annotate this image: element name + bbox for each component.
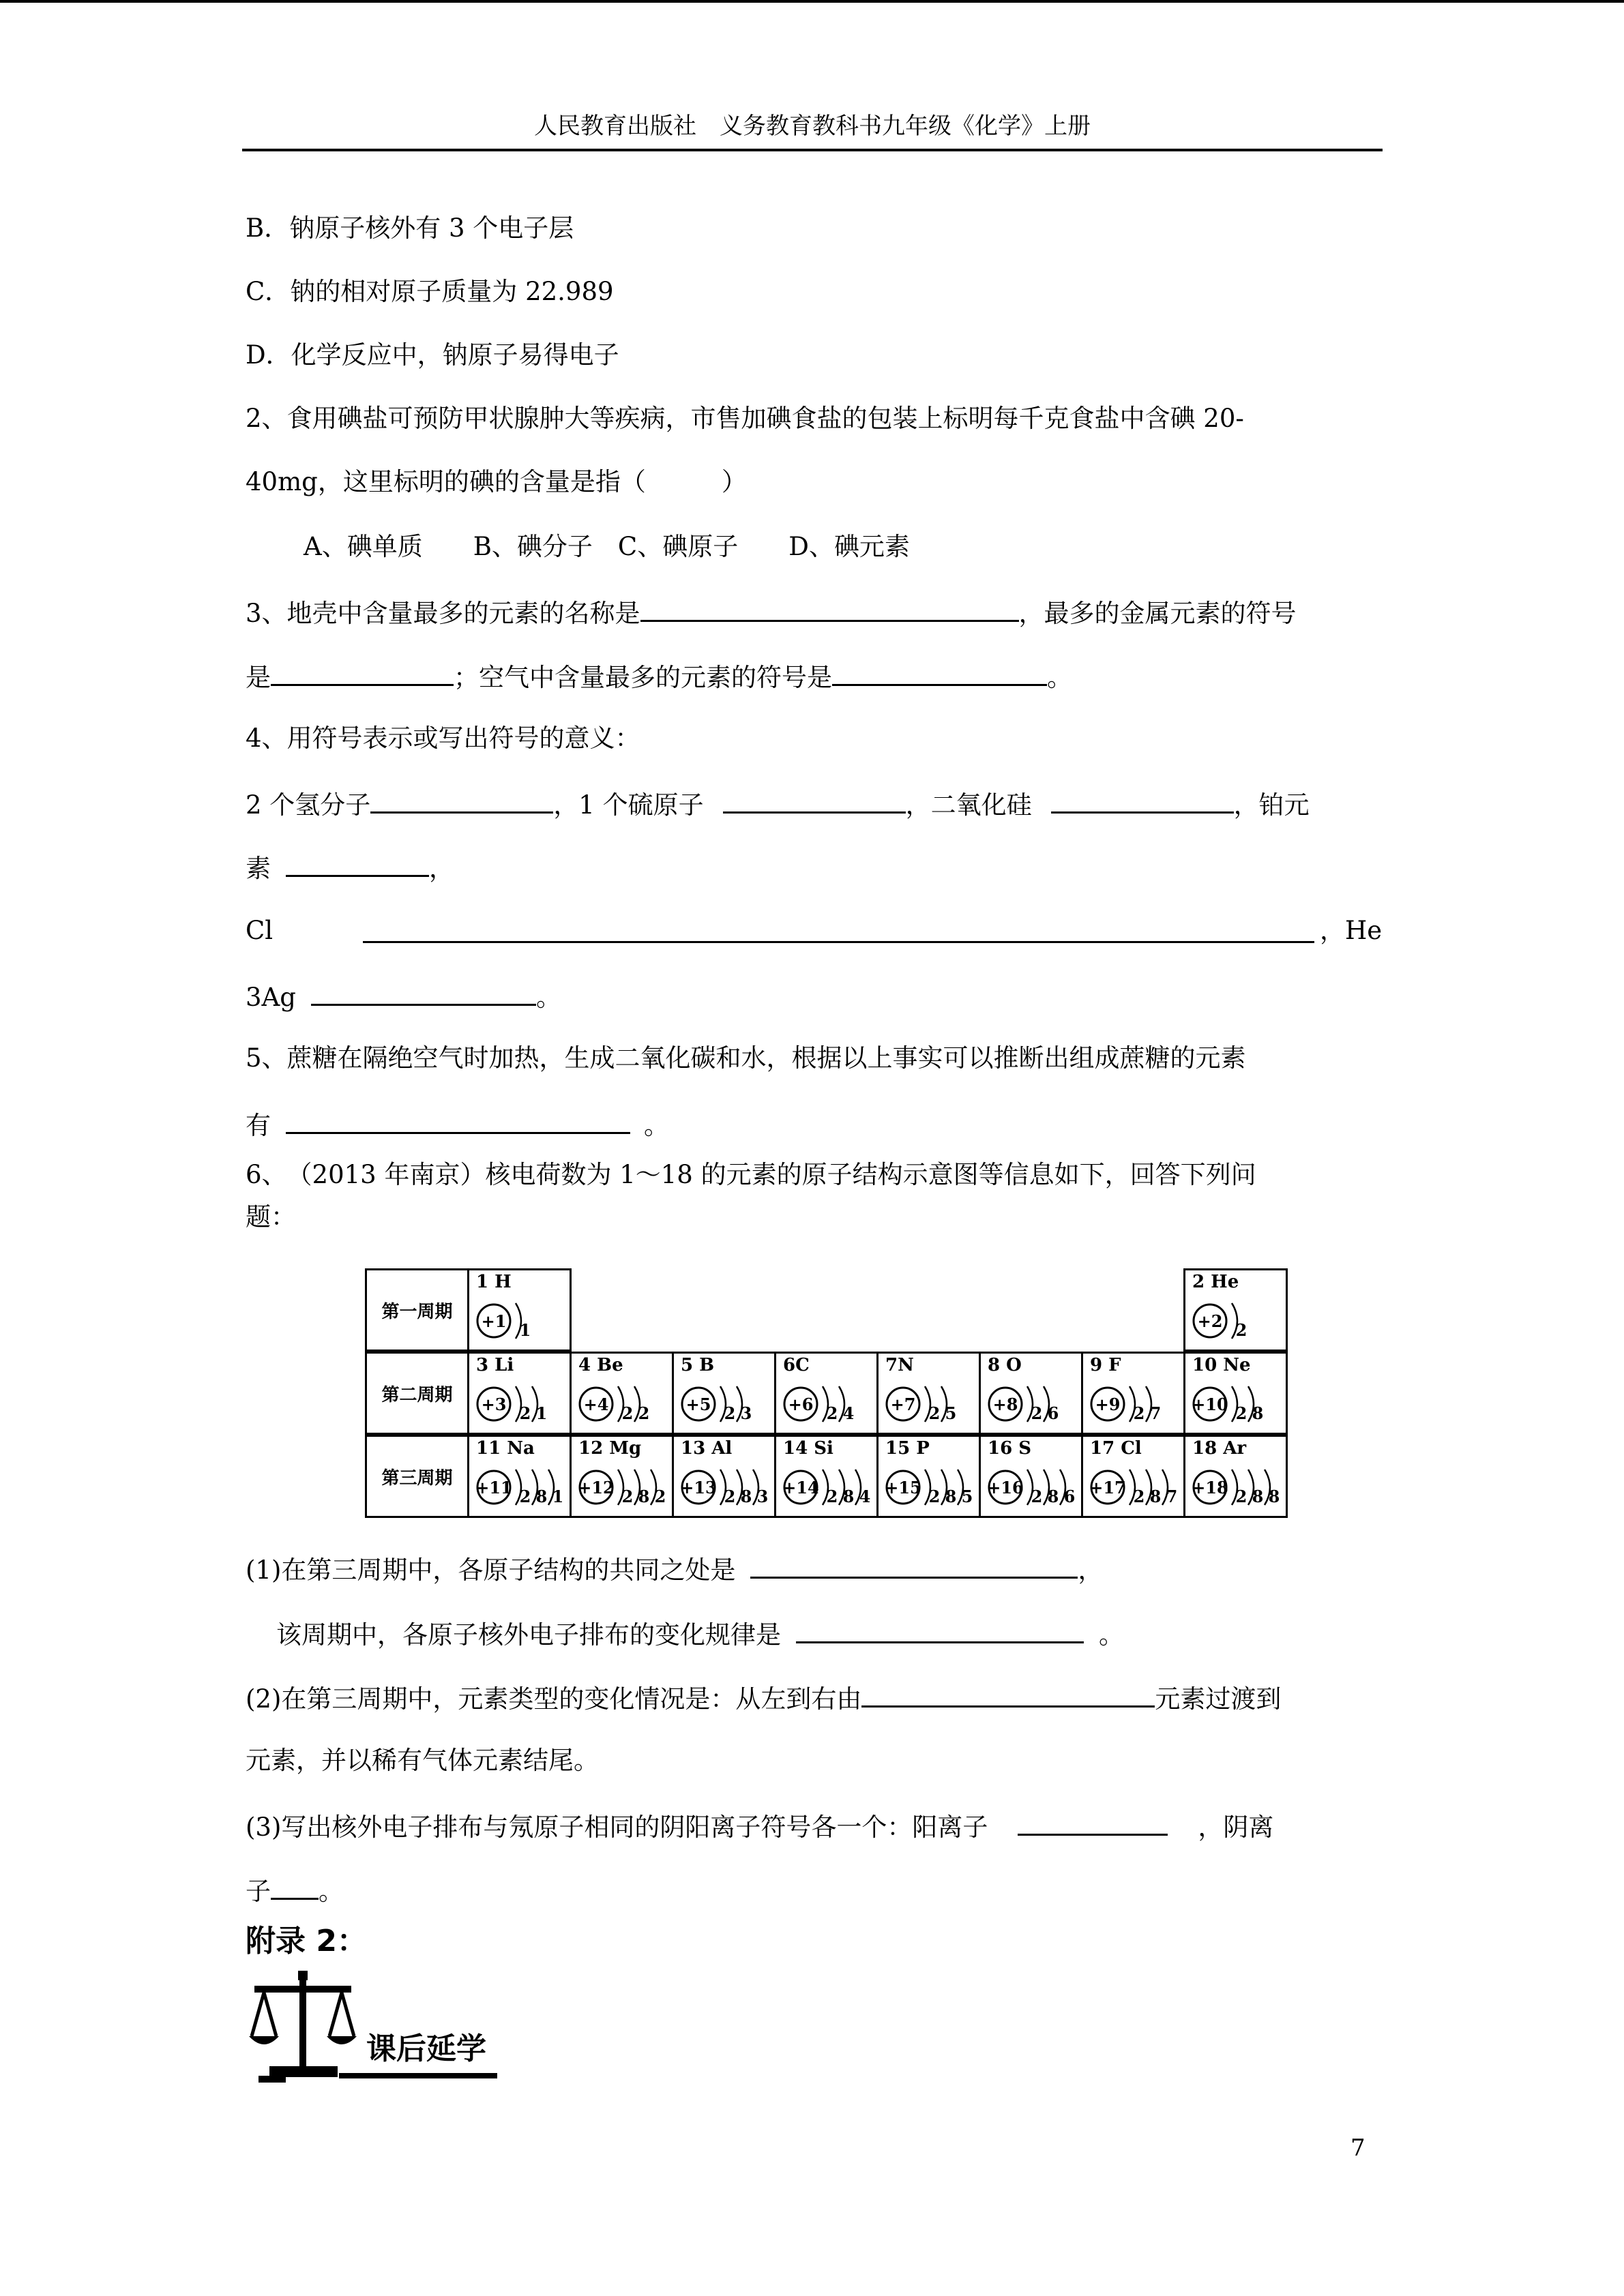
- atom-structure-diagram: [1087, 1377, 1183, 1431]
- q6-sub1-line2: [276, 1615, 1124, 1652]
- element-label: 9 F: [1090, 1355, 1121, 1375]
- q4-line3: [246, 914, 273, 948]
- page-top-border: [0, 0, 1624, 3]
- q4-item1: 2 个氢分子: [246, 790, 371, 820]
- electron-count: 2: [928, 1403, 941, 1423]
- q2-line2: 40mg，这里标明的碘的含量是指（ ）: [246, 467, 747, 496]
- electron-count: 5: [961, 1487, 973, 1506]
- element-label: 16 S: [988, 1438, 1032, 1459]
- nucleus-charge: +15: [885, 1478, 921, 1497]
- atom-structure-diagram: [883, 1460, 978, 1515]
- option-c: C．钠的相对原子质量为 22.989: [246, 277, 614, 306]
- electron-count: 7: [1149, 1403, 1162, 1423]
- q6-blank-anion[interactable]: [271, 1872, 319, 1900]
- electron-count: 2: [1031, 1403, 1043, 1423]
- nucleus-charge: +12: [578, 1478, 615, 1497]
- q6-line1: 6、 （2013 年南京）核电荷数为 1～18 的元素的原子结构示意图等信息如下，回答下列问: [246, 1160, 1256, 1189]
- q4-blank-h2[interactable]: [370, 786, 553, 814]
- electron-count: 2: [1031, 1487, 1043, 1506]
- q3-blank-element-name[interactable]: [640, 594, 1019, 622]
- electron-count: 8: [1149, 1487, 1162, 1506]
- page-header: 人民教育出版社 义务教育教科书九年级《化学》上册: [534, 113, 1091, 140]
- q3-line2: [246, 658, 1072, 695]
- electron-count: 2: [519, 1403, 531, 1423]
- periodic-table: [365, 1268, 1305, 1519]
- element-label: 8 O: [988, 1355, 1022, 1375]
- electron-count: 8: [740, 1487, 752, 1506]
- q4-blank-cl[interactable]: [363, 915, 1314, 943]
- element-label: 18 Ar: [1192, 1438, 1247, 1459]
- element-label: 5 B: [681, 1355, 715, 1375]
- nucleus-charge: +14: [782, 1478, 819, 1497]
- q5-end: 。: [644, 1111, 669, 1140]
- q6-blank-cation[interactable]: [1018, 1808, 1168, 1836]
- electron-count: 6: [1047, 1403, 1059, 1423]
- q4-blank-ag[interactable]: [311, 978, 536, 1006]
- element-cell: [467, 1435, 572, 1518]
- element-label: 10 Ne: [1192, 1355, 1251, 1375]
- q6-sub2-line1: [246, 1680, 1281, 1716]
- electron-count: 1: [519, 1320, 531, 1340]
- electron-count: 5: [945, 1403, 957, 1423]
- electron-count: 2: [638, 1403, 650, 1423]
- q5-line1: 5、蔗糖在隔绝空气时加热，生成二氧化碳和水，根据以上事实可以推断出组成蔗糖的元素: [246, 1043, 1246, 1073]
- element-cell: [672, 1352, 776, 1435]
- q4-title: 4、用符号表示或写出符号的意义：: [246, 724, 640, 753]
- nucleus-charge: +9: [1095, 1395, 1121, 1414]
- electron-count: 2: [1133, 1403, 1145, 1423]
- atom-structure-diagram: [473, 1460, 569, 1515]
- q3-text3: 是: [246, 663, 271, 692]
- nucleus-charge: +13: [680, 1478, 717, 1497]
- element-cell: [979, 1435, 1083, 1518]
- element-label: 4 Be: [578, 1355, 623, 1375]
- element-label: 12 Mg: [578, 1438, 642, 1459]
- after-class-logo: [249, 1971, 522, 2090]
- atom-structure-diagram: [1190, 1460, 1285, 1515]
- q5-start: 有: [246, 1111, 271, 1140]
- electron-count: 2: [1235, 1487, 1247, 1506]
- electron-count: 2: [724, 1487, 736, 1506]
- electron-count: 8: [945, 1487, 957, 1506]
- electron-count: 4: [842, 1403, 855, 1423]
- header-rule: [242, 149, 1383, 151]
- nucleus-charge: +1: [481, 1311, 507, 1331]
- electron-count: 8: [842, 1487, 855, 1506]
- nucleus-charge: +17: [1089, 1478, 1126, 1497]
- atom-structure-diagram: [576, 1460, 671, 1515]
- electron-count: 2: [928, 1487, 941, 1506]
- electron-count: 6: [1063, 1487, 1076, 1506]
- electron-count: 1: [535, 1403, 548, 1423]
- q4-line4: [246, 978, 561, 1015]
- atom-structure-diagram: [678, 1377, 773, 1431]
- element-label: 6C: [783, 1355, 810, 1375]
- q6-blank-common[interactable]: [750, 1551, 1078, 1579]
- element-cell: [979, 1352, 1083, 1435]
- q5-line2: [246, 1106, 669, 1143]
- q6-sub2-mid: 元素过渡到: [1155, 1684, 1282, 1714]
- option-b: B．钠原子核外有 3 个电子层: [246, 213, 574, 243]
- option-d: D．化学反应中，钠原子易得电子: [246, 340, 619, 370]
- q6-sub1-text: (1)在第三周期中，各原子结构的共同之处是: [246, 1555, 736, 1585]
- element-label: 3 Li: [476, 1355, 514, 1375]
- row-label-period-1: 第一周期: [365, 1268, 469, 1352]
- element-label: 2 He: [1192, 1272, 1239, 1292]
- electron-count: 7: [1166, 1487, 1178, 1506]
- atom-structure-diagram: [473, 1377, 569, 1431]
- electron-count: 2: [1235, 1403, 1247, 1423]
- element-cell: [876, 1352, 981, 1435]
- nucleus-charge: +3: [481, 1395, 507, 1414]
- atom-structure-diagram: [985, 1377, 1080, 1431]
- q4-line2: [246, 849, 454, 886]
- q4-cl: Cl: [246, 916, 274, 945]
- nucleus-charge: +4: [583, 1395, 609, 1414]
- atom-structure-diagram: [1087, 1460, 1183, 1515]
- electron-count: 2: [826, 1403, 838, 1423]
- element-cell: [570, 1435, 674, 1518]
- q2-line1: 2、食用碘盐可预防甲状腺肿大等疾病，市售加碘食盐的包装上标明每千克食盐中含碘 20-: [246, 404, 1244, 433]
- q6-sub3-end: 。: [319, 1877, 344, 1906]
- q4-blank-pt[interactable]: [286, 849, 429, 877]
- q6-sub3-zi: 子: [246, 1877, 271, 1906]
- nucleus-charge: +8: [992, 1395, 1018, 1414]
- element-cell: [876, 1435, 981, 1518]
- q4-blank-s[interactable]: [723, 786, 906, 814]
- electron-count: 8: [535, 1487, 548, 1506]
- logo-text: 课后延学: [366, 2031, 486, 2066]
- q6-sub1-rule-text: 该周期中，各原子核外电子排布的变化规律是: [276, 1620, 781, 1650]
- q2-options: A、碘单质 B、碘分子 C、碘原子 D、碘元素: [304, 532, 910, 561]
- q3-blank-metal-symbol[interactable]: [271, 658, 454, 686]
- q6-sub2-text: (2)在第三周期中，元素类型的变化情况是：从左到右由: [246, 1684, 862, 1714]
- atom-structure-diagram: [883, 1377, 978, 1431]
- q3-text2: ，最多的金属元素的符号: [1018, 599, 1297, 628]
- nucleus-charge: +10: [1192, 1395, 1228, 1414]
- element-cell: [672, 1435, 776, 1518]
- electron-count: 2: [826, 1487, 838, 1506]
- nucleus-charge: +11: [475, 1478, 512, 1497]
- element-cell: [1081, 1435, 1185, 1518]
- q6-sub1-end: 。: [1099, 1620, 1124, 1650]
- atom-structure-diagram: [780, 1377, 876, 1431]
- q6-line2: 题：: [246, 1202, 296, 1232]
- element-label: 14 Si: [783, 1438, 833, 1459]
- nucleus-charge: +16: [987, 1478, 1024, 1497]
- element-cell: [774, 1352, 879, 1435]
- q4-comma: ，: [429, 854, 454, 883]
- electron-count: 2: [621, 1487, 634, 1506]
- atom-structure-diagram: [1190, 1294, 1285, 1348]
- atom-structure-diagram: [678, 1460, 773, 1515]
- q4-item2: ，1 个硫原子: [553, 790, 704, 820]
- atom-structure-diagram: [985, 1460, 1080, 1515]
- q6-sub3-text: (3)写出核外电子排布与氖原子相同的阴阳离子符号各一个：阳离子: [246, 1813, 988, 1842]
- q6-sub3-line2: [246, 1872, 344, 1909]
- q3-text5: 。: [1047, 663, 1072, 692]
- electron-count: 4: [859, 1487, 871, 1506]
- atom-structure-diagram: [473, 1294, 569, 1348]
- electron-count: 8: [1252, 1403, 1264, 1423]
- q4-blank-sio2[interactable]: [1051, 786, 1234, 814]
- element-label: 13 Al: [681, 1438, 733, 1459]
- element-cell: [774, 1435, 879, 1518]
- nucleus-charge: +6: [788, 1395, 814, 1414]
- q6-blank-rule[interactable]: [796, 1615, 1084, 1643]
- element-cell: [1183, 1435, 1288, 1518]
- element-label: 1 H: [476, 1272, 512, 1292]
- q4-item5: 素: [246, 854, 271, 883]
- electron-count: 2: [1133, 1487, 1145, 1506]
- electron-count: 8: [1047, 1487, 1059, 1506]
- q4-end: 。: [535, 983, 561, 1012]
- element-cell: [1183, 1268, 1288, 1352]
- q6-sub1-line1: [246, 1551, 1103, 1587]
- q6-sub3-mid: ，阴离: [1198, 1813, 1274, 1842]
- q3-text4: ；空气中含量最多的元素的符号是: [454, 663, 832, 692]
- element-label: 7N: [885, 1355, 914, 1375]
- q4-ag: 3Ag: [246, 983, 296, 1012]
- element-label: 11 Na: [476, 1438, 535, 1459]
- q4-line1: [246, 786, 1310, 822]
- element-cell: [467, 1268, 572, 1352]
- electron-count: 8: [638, 1487, 650, 1506]
- q4-item4: ，铂元: [1233, 790, 1310, 820]
- atom-structure-diagram: [780, 1460, 876, 1515]
- q5-blank-elements[interactable]: [286, 1106, 630, 1134]
- element-cell: [1183, 1352, 1288, 1435]
- electron-count: 2: [654, 1487, 666, 1506]
- q6-sub1-comma: ，: [1078, 1555, 1104, 1585]
- electron-count: 3: [740, 1403, 752, 1423]
- electron-count: 1: [552, 1487, 564, 1506]
- atom-structure-diagram: [1190, 1377, 1285, 1431]
- nucleus-charge: +2: [1197, 1311, 1223, 1331]
- atom-structure-diagram: [576, 1377, 671, 1431]
- nucleus-charge: +5: [685, 1395, 711, 1414]
- q3-blank-air-symbol[interactable]: [832, 658, 1047, 686]
- element-cell: [1081, 1352, 1185, 1435]
- q4-item3: ，二氧化硅: [905, 790, 1032, 820]
- nucleus-charge: +7: [890, 1395, 916, 1414]
- q3-text1: 3、地壳中含量最多的元素的名称是: [246, 599, 640, 628]
- electron-count: 2: [724, 1403, 736, 1423]
- appendix-title: 附录 2：: [246, 1924, 367, 1958]
- q6-blank-type[interactable]: [861, 1680, 1155, 1708]
- q4-he: ，He: [1320, 916, 1383, 945]
- electron-count: 2: [519, 1487, 531, 1506]
- nucleus-charge: +18: [1192, 1478, 1228, 1497]
- row-label-period-2: 第二周期: [365, 1352, 469, 1435]
- element-label: 17 Cl: [1090, 1438, 1142, 1459]
- row-label-period-3: 第三周期: [365, 1435, 469, 1518]
- element-cell: [467, 1352, 572, 1435]
- electron-count: 2: [621, 1403, 634, 1423]
- electron-count: 3: [756, 1487, 769, 1506]
- electron-count: 8: [1268, 1487, 1280, 1506]
- electron-count: 8: [1252, 1487, 1264, 1506]
- element-cell: [570, 1352, 674, 1435]
- page-number: 7: [1350, 2134, 1365, 2162]
- q6-sub3-line1: [246, 1808, 1273, 1845]
- q3-line1: [246, 594, 1297, 631]
- electron-count: 2: [1235, 1320, 1247, 1340]
- q6-sub2-line2: 元素，并以稀有气体元素结尾。: [246, 1746, 599, 1775]
- element-label: 15 P: [885, 1438, 930, 1459]
